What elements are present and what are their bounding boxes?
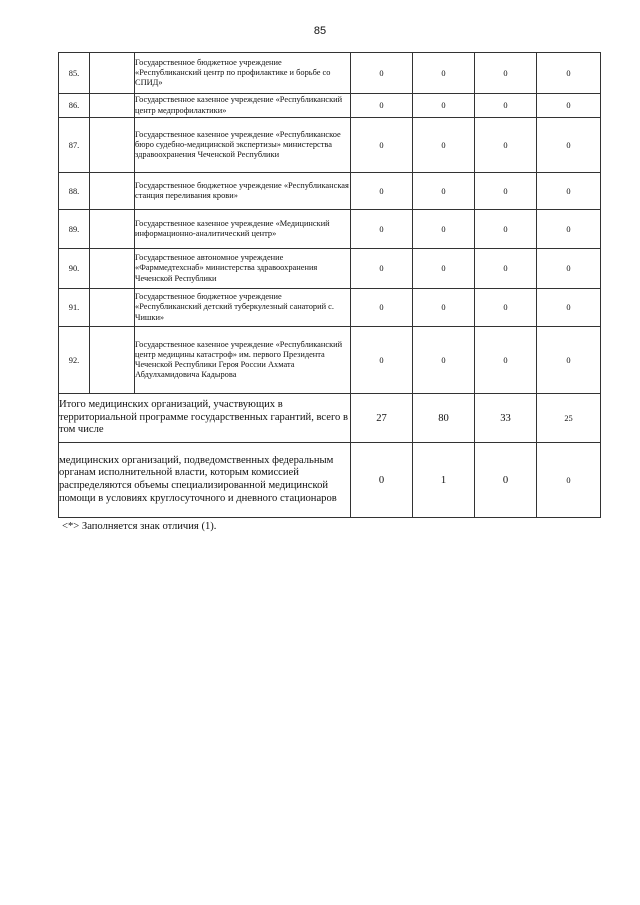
row-number: 85. [59, 53, 90, 94]
value-cell: 0 [475, 327, 537, 394]
federal-row [59, 443, 601, 518]
row-number: 86. [59, 94, 90, 118]
row-number: 89. [59, 210, 90, 249]
value-cell: 0 [351, 118, 413, 173]
page-number: 85 [313, 25, 327, 37]
value-cell: 0 [413, 327, 475, 394]
organization-name: Государственное бюджетное учреждение «Республиканский детский туберкулезный санаторий с. Чишки» [135, 289, 351, 327]
value-cell: 0 [475, 118, 537, 173]
row-number: 92. [59, 327, 90, 394]
table-row [59, 118, 601, 173]
table-row [59, 327, 601, 394]
footnote: <*> Заполняется знак отличия (1). [62, 521, 217, 532]
organization-name: Государственное бюджетное учреждение «Республиканский центр по профилактике и борьбе со СПИД» [135, 53, 351, 94]
federal-value: 0 [537, 443, 601, 518]
value-cell: 0 [351, 94, 413, 118]
total-value: 25 [537, 394, 601, 443]
blank-cell [90, 289, 135, 327]
row-number: 91. [59, 289, 90, 327]
value-cell: 0 [475, 53, 537, 94]
value-cell: 0 [413, 210, 475, 249]
row-number: 90. [59, 249, 90, 289]
blank-cell [90, 94, 135, 118]
blank-cell [90, 249, 135, 289]
value-cell: 0 [537, 94, 601, 118]
value-cell: 0 [413, 249, 475, 289]
federal-value: 0 [475, 443, 537, 518]
value-cell: 0 [413, 173, 475, 210]
value-cell: 0 [351, 53, 413, 94]
organization-name: Государственное казенное учреждение «Республиканское бюро судебно-медицинской экспертизы» министерства здравоохранения Чеченской Республики [135, 118, 351, 173]
value-cell: 0 [475, 210, 537, 249]
value-cell: 0 [475, 173, 537, 210]
value-cell: 0 [413, 53, 475, 94]
organization-name: Государственное казенное учреждение «Медицинский информационно-аналитический центр» [135, 210, 351, 249]
value-cell: 0 [413, 94, 475, 118]
value-cell: 0 [351, 173, 413, 210]
federal-value: 0 [351, 443, 413, 518]
value-cell: 0 [537, 210, 601, 249]
table-row [59, 289, 601, 327]
organization-name: Государственное казенное учреждение «Республиканский центр медицины катастроф» им. первого Президента Чеченской Республики Героя России Ахмата Абдулхамидовича Кадырова [135, 327, 351, 394]
value-cell: 0 [475, 94, 537, 118]
total-value: 33 [475, 394, 537, 443]
organization-name: Государственное казенное учреждение «Республиканский центр медпрофилактики» [135, 94, 351, 118]
organizations-table [58, 52, 601, 518]
blank-cell [90, 173, 135, 210]
blank-cell [90, 327, 135, 394]
blank-cell [90, 118, 135, 173]
total-label: Итого медицинских организаций, участвующих в территориальной программе государственных гарантий, всего в том числе [59, 394, 351, 443]
table-row [59, 249, 601, 289]
value-cell: 0 [537, 53, 601, 94]
value-cell: 0 [537, 249, 601, 289]
value-cell: 0 [537, 327, 601, 394]
total-value: 27 [351, 394, 413, 443]
value-cell: 0 [537, 118, 601, 173]
federal-label: медицинских организаций, подведомственных федеральным органам исполнительной власти, которым комиссией распределяются объемы специализированной медицинской помощи в условиях круглосуточного и дневного стационаров [59, 443, 351, 518]
value-cell: 0 [537, 173, 601, 210]
row-number: 88. [59, 173, 90, 210]
total-row [59, 394, 601, 443]
organization-name: Государственное бюджетное учреждение «Республиканская станция переливания крови» [135, 173, 351, 210]
value-cell: 0 [475, 249, 537, 289]
value-cell: 0 [413, 289, 475, 327]
federal-value: 1 [413, 443, 475, 518]
value-cell: 0 [351, 249, 413, 289]
value-cell: 0 [475, 289, 537, 327]
table-row [59, 94, 601, 118]
blank-cell [90, 53, 135, 94]
table-row [59, 210, 601, 249]
table-row [59, 173, 601, 210]
value-cell: 0 [351, 210, 413, 249]
value-cell: 0 [537, 289, 601, 327]
organization-name: Государственное автономное учреждение «Фарммедтехснаб» министерства здравоохранения Чеченской Республики [135, 249, 351, 289]
total-value: 80 [413, 394, 475, 443]
table-row [59, 53, 601, 94]
row-number: 87. [59, 118, 90, 173]
blank-cell [90, 210, 135, 249]
value-cell: 0 [351, 289, 413, 327]
value-cell: 0 [413, 118, 475, 173]
value-cell: 0 [351, 327, 413, 394]
